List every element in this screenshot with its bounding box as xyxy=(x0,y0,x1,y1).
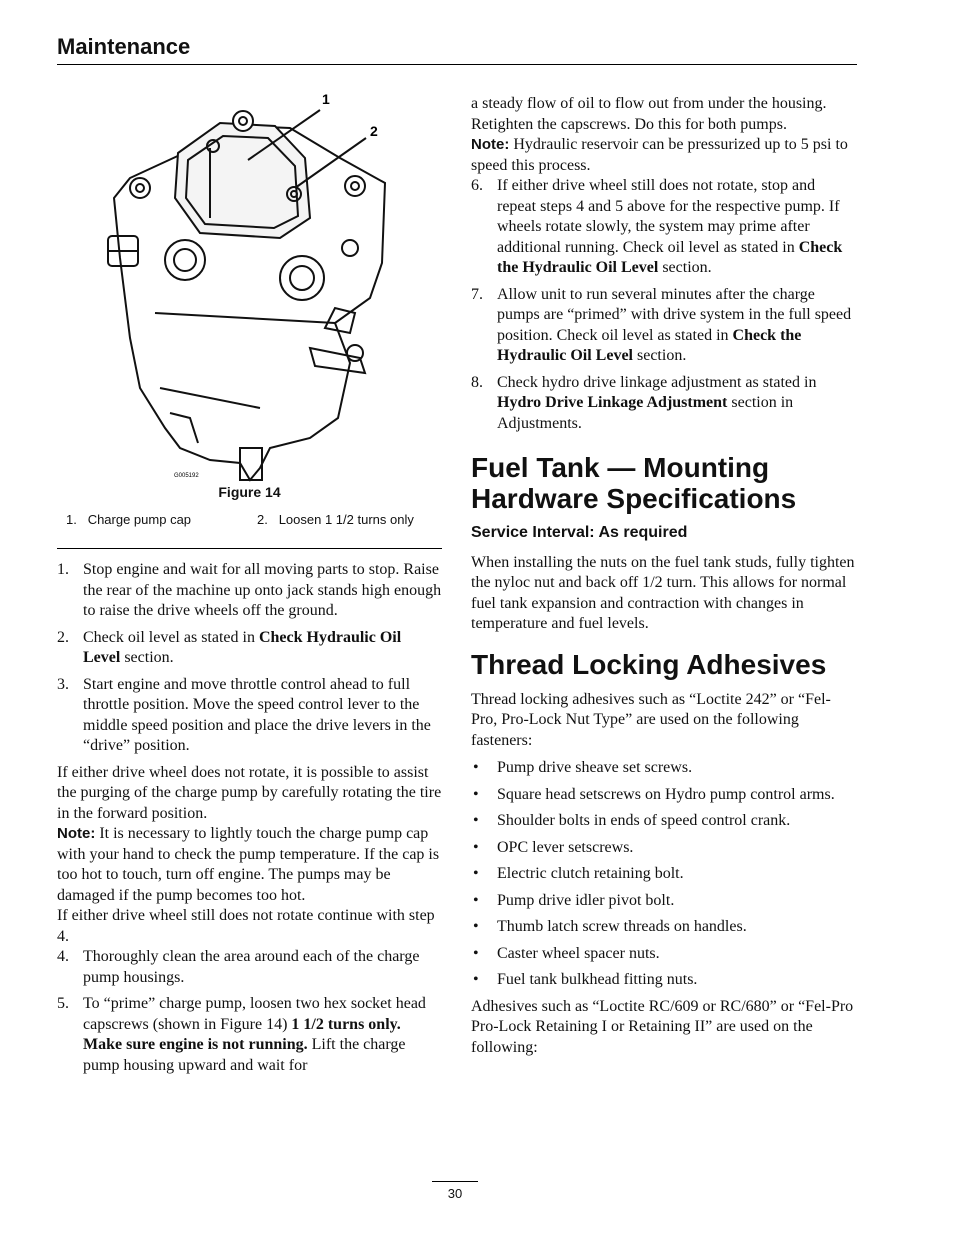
fuel-tank-heading: Fuel Tank — Mounting Hardware Specifications xyxy=(471,452,797,514)
bullet-mark: • xyxy=(473,944,479,962)
step-text: If either drive wheel still does not rotate, stop and repeat steps 4 and 5 above for the respective pump. If wheels rotate slowly, the system may prime after additional running. Check oil level as stated in Check the Hydraulic Oil Level section. xyxy=(497,177,843,276)
list-item xyxy=(471,811,857,832)
step-2 xyxy=(57,628,442,669)
bullet-mark: • xyxy=(473,891,479,909)
fuel-tank-text: When installing the nuts on the fuel tank studs, fully tighten the nyloc nut and back off 1/2 turn. This allows for normal fuel tank expansion and contraction with changes in temperature and fuel levels. xyxy=(471,553,855,632)
bullet-mark: • xyxy=(473,918,479,935)
list-item-text: Shoulder bolts in ends of speed control crank. xyxy=(497,812,791,829)
list-item-text: Pump drive idler pivot bolt. xyxy=(497,891,675,909)
list-item xyxy=(471,785,857,806)
legend-text: Loosen 1 1/2 turns only xyxy=(278,512,414,527)
list-item-text: Thumb latch screw threads on handles. xyxy=(497,918,747,935)
callout-2: 2 xyxy=(370,123,378,139)
header-rule xyxy=(57,64,857,65)
bullet-mark: • xyxy=(473,838,479,856)
fastener-list xyxy=(471,758,857,991)
step-number: 5. xyxy=(57,995,69,1012)
charge-pump-illustration xyxy=(100,88,400,488)
paragraph: a steady flow of oil to flow out from under the housing. Retighten the capscrews. Do this for both pumps. xyxy=(471,95,827,133)
thread-locking-intro: Thread locking adhesives such as “Loctite 242” or “Fel-Pro, Pro-Lock Nut Type” are used on the following fasteners: xyxy=(471,690,831,749)
list-item-text: Square head setscrews on Hydro pump control arms. xyxy=(497,785,835,803)
step-number: 4. xyxy=(57,948,69,965)
bullet-mark: • xyxy=(473,812,479,829)
adhesives-text: Adhesives such as “Loctite RC/609 or RC/680” or “Fel-Pro Pro-Lock Retaining I or Retaining II” are used on the following: xyxy=(471,997,854,1056)
step-number: 3. xyxy=(57,675,69,693)
note: Note: Hydraulic reservoir can be pressurized up to 5 psi to speed this process. xyxy=(471,136,848,174)
step-text: Check oil level as stated in Check Hydraulic Oil Level section. xyxy=(83,628,402,666)
left-column xyxy=(57,560,442,1082)
callout-1: 1 xyxy=(322,91,330,107)
bullet-mark: • xyxy=(473,971,479,988)
step-text: Thoroughly clean the area around each of the charge pump housings. xyxy=(83,948,420,986)
step-6 xyxy=(471,176,857,279)
legend-item-1 xyxy=(66,512,191,527)
list-item-text: Fuel tank bulkhead fitting nuts. xyxy=(497,971,698,988)
list-item-text: OPC lever setscrews. xyxy=(497,838,634,856)
step-number: 6. xyxy=(471,177,483,194)
list-item xyxy=(471,838,857,859)
figure-code: G005192 xyxy=(174,473,199,479)
step-number: 8. xyxy=(471,373,483,391)
page-number: 30 xyxy=(447,1186,463,1201)
note-label: Note: xyxy=(57,825,96,842)
step-text: To “prime” charge pump, loosen two hex socket head capscrews (shown in Figure 14) 1 1/2 turns only. Make sure engine is not running. Lift the charge pump housing upward and wait for xyxy=(83,995,426,1074)
bullet-mark: • xyxy=(473,785,479,803)
list-item xyxy=(471,970,857,991)
note: Note: It is necessary to lightly touch the charge pump cap with your hand to check the pump temperature. If the cap is too hot to touch, turn off engine. The pumps may be damaged if the pump becomes too hot. xyxy=(57,825,440,904)
list-item xyxy=(471,944,857,965)
list-item-text: Caster wheel spacer nuts. xyxy=(497,944,660,962)
paragraph: If either drive wheel still does not rotate continue with step 4. xyxy=(57,907,435,945)
step-1 xyxy=(57,560,442,622)
legend-item-2 xyxy=(257,512,414,527)
legend-num: 2. xyxy=(257,512,268,527)
step-3 xyxy=(57,675,442,757)
step-4 xyxy=(57,947,442,988)
step-7 xyxy=(471,285,857,367)
step-number: 7. xyxy=(471,285,483,303)
page-number-rule xyxy=(432,1181,478,1182)
legend-num: 1. xyxy=(66,512,77,527)
legend-text: Charge pump cap xyxy=(87,512,192,527)
bullet-mark: • xyxy=(473,865,479,882)
list-item-text: Pump drive sheave set screws. xyxy=(497,759,693,776)
list-item-text: Electric clutch retaining bolt. xyxy=(497,865,684,882)
figure-caption: Figure 14 xyxy=(218,484,281,500)
bullet-mark: • xyxy=(473,759,479,776)
thread-locking-heading: Thread Locking Adhesives xyxy=(471,648,827,680)
step-text: Check hydro drive linkage adjustment as stated in Hydro Drive Linkage Adjustment section in Adjustments. xyxy=(497,373,817,432)
step-text: Allow unit to run several minutes after the charge pumps are “primed” with drive system in the full speed position. Check oil level as stated in Check the Hydraulic Oil Level section. xyxy=(497,285,852,364)
list-item xyxy=(471,864,857,885)
step-text: Start engine and move throttle control ahead to full throttle position. Move the speed control lever to the middle speed position and place the drive levers in the “drive” position. xyxy=(83,675,431,754)
list-item xyxy=(471,917,857,938)
list-item xyxy=(471,891,857,912)
step-number: 2. xyxy=(57,628,69,646)
note-label: Note: xyxy=(471,136,510,153)
paragraph: If either drive wheel does not rotate, it is possible to assist the purging of the charge pump by carefully rotating the tire in the forward position. xyxy=(57,763,442,822)
step-8 xyxy=(471,373,857,435)
step-text: Stop engine and wait for all moving parts to stop. Raise the rear of the machine up onto jack stands high enough to raise the drive wheels off the ground. xyxy=(83,561,442,619)
right-column xyxy=(471,94,857,1058)
step-5 xyxy=(57,994,442,1076)
section-title: Maintenance xyxy=(57,34,191,59)
service-interval: Service Interval: As required xyxy=(471,524,688,541)
list-item xyxy=(471,758,857,779)
step-number: 1. xyxy=(57,561,69,578)
figure-rule xyxy=(57,548,442,549)
